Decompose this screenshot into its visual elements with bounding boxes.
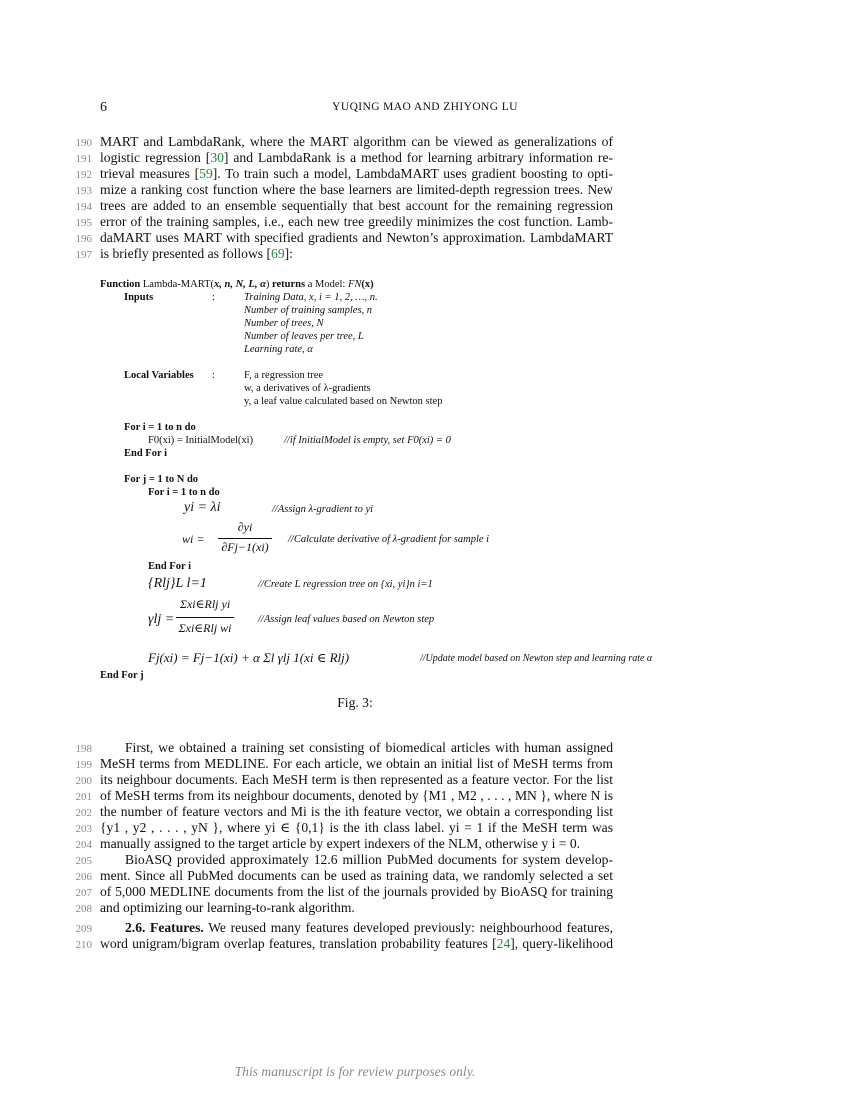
line-number: 199 — [75, 759, 92, 771]
assign-equation: yi = λi — [184, 500, 221, 515]
body-text-line: BioASQ provided approximately 12.6 million PubMed documents for system develop- — [125, 852, 613, 867]
end-for-i: End For i — [124, 448, 167, 459]
local-variables-label: Local Variables — [124, 370, 194, 381]
section-heading-line: 2.6. Features. We reused many features developed previously: neighbourhood features, — [125, 920, 613, 935]
section-heading: 2.6. Features. — [125, 920, 204, 935]
for-loop-i-inner: For i = 1 to n do — [148, 487, 220, 498]
init-comment: //if InitialModel is empty, set F0(xi) = 0 — [284, 435, 451, 446]
citation-link[interactable]: 24 — [496, 936, 511, 951]
line-number: 204 — [75, 839, 92, 851]
body-text-line: {y1 , y2 , . . . , yN }, where yi ∈ {0,1} is the ith class label. yi = 1 if the MeSH term was — [100, 820, 613, 835]
body-text-line: its neighbour documents. Each MeSH term is then represented as a feature vector. For the list — [100, 772, 613, 787]
line-number: 193 — [75, 185, 92, 197]
for-loop-i: For i = 1 to n do — [124, 422, 196, 433]
gamma-comment: //Assign leaf values based on Newton step — [258, 614, 435, 625]
line-number: 197 — [75, 249, 92, 261]
body-text-line: and optimizing our learning-to-rank algorithm. — [100, 900, 355, 915]
line-number: 207 — [75, 887, 92, 899]
local-variable-item: y, a leaf value calculated based on Newton step — [244, 396, 443, 407]
citation-link[interactable]: 30 — [210, 150, 224, 165]
line-number: 190 — [75, 137, 92, 149]
line-number: 195 — [75, 217, 92, 229]
colon: : — [212, 370, 215, 381]
derivative-denominator: ∂Fj−1(xi) — [221, 540, 269, 554]
line-number: 201 — [75, 791, 92, 803]
citation-link[interactable]: 69 — [271, 246, 285, 261]
body-text-line: of MeSH terms from its neighbour documents, denoted by {M1 , M2 , . . . , MN }, where N is — [100, 788, 613, 803]
line-number: 192 — [75, 169, 92, 181]
body-text-line: is briefly presented as follows [69]: — [100, 246, 293, 261]
body-text-line: the number of feature vectors and Mi is the ith feature vector, we obtain a corresponding list — [100, 804, 613, 819]
line-number: 191 — [75, 153, 92, 165]
input-item: Number of training samples, n — [244, 305, 373, 316]
body-text-line: ment. Since all PubMed documents can be used as training data, we randomly selected a set — [100, 868, 613, 883]
init-statement: F0(xi) = InitialModel(xi) — [148, 435, 254, 446]
gamma-numerator: Σxi∈Rlj yi — [179, 597, 231, 611]
assign-comment: //Assign λ-gradient to yi — [272, 504, 374, 515]
derivative-numerator: ∂yi — [237, 520, 253, 534]
tree-comment: //Create L regression tree on {xi, yi}n i=1 — [258, 579, 433, 590]
page-number: 6 — [100, 100, 107, 115]
update-equation: Fj(xi) = Fj−1(xi) + α Σl γlj 1(xi ∈ Rlj) — [148, 650, 350, 665]
body-text-line: daMART uses MART with specified gradients and Newton’s approximation. LambdaMART — [100, 230, 613, 245]
line-number: 200 — [75, 775, 92, 787]
line-number: 205 — [75, 855, 92, 867]
figure-caption: Fig. 3: — [337, 695, 373, 710]
line-number: 196 — [75, 233, 92, 245]
body-text-line: MeSH terms from MEDLINE. For each article, we obtain an initial list of MeSH terms from — [100, 756, 613, 771]
line-number: 203 — [75, 823, 92, 835]
running-head: YUQING MAO AND ZHIYONG LU — [332, 101, 518, 113]
body-text-line: trieval measures [59]. To train such a model, LambdaMART uses gradient boosting to opti- — [100, 166, 613, 181]
line-number: 202 — [75, 807, 92, 819]
derivative-comment: //Calculate derivative of λ-gradient for sample i — [288, 534, 490, 545]
end-for-j: End For j — [100, 670, 144, 681]
body-text-line: of 5,000 MEDLINE documents from the list of the journals provided by BioASQ for training — [100, 884, 613, 899]
for-loop-j: For j = 1 to N do — [124, 474, 199, 485]
body-text-line: manually assigned to the target article by expert indexers of the NLM, otherwise y i = 0. — [100, 836, 581, 851]
body-text-line: mize a ranking cost function where the base learners are limited-depth regression trees. New — [100, 182, 613, 197]
line-number: 210 — [75, 939, 92, 951]
gamma-denominator: Σxi∈Rlj wi — [178, 621, 232, 635]
input-item: Number of trees, N — [244, 318, 324, 329]
algorithm-signature: Function Lambda-MART(x, n, N, L, α) returns a Model: FN(x) — [100, 279, 374, 290]
tree-equation: {Rlj}L l=1 — [148, 576, 207, 591]
body-text-line: logistic regression [30] and LambdaRank is a method for learning arbitrary information re- — [100, 150, 614, 165]
body-text-line: word unigram/bigram overlap features, translation probability features [24], query-likelihood — [100, 936, 613, 951]
body-text-line: First, we obtained a training set consisting of biomedical articles with human assigned — [125, 740, 613, 755]
body-text-line: MART and LambdaRank, where the MART algorithm can be viewed as generalizations of — [100, 134, 613, 149]
update-comment: //Update model based on Newton step and learning rate α — [420, 653, 653, 664]
gamma-lhs: γlj = — [148, 612, 175, 627]
line-number: 198 — [75, 743, 92, 755]
input-item: Learning rate, α — [244, 344, 313, 355]
review-footer: This manuscript is for review purposes only. — [234, 1064, 476, 1079]
line-number: 206 — [75, 871, 92, 883]
input-item: Training Data, x, i = 1, 2, …, n. — [244, 292, 378, 303]
body-text-line: error of the training samples, i.e., each new tree greedily minimizes the cost function. Lamb- — [100, 214, 613, 229]
citation-link[interactable]: 59 — [199, 166, 213, 181]
inputs-label: Inputs — [124, 292, 154, 303]
line-number: 209 — [75, 923, 92, 935]
colon: : — [212, 292, 215, 303]
fraction-bar — [176, 617, 234, 618]
local-variable-item: F, a regression tree — [244, 370, 324, 381]
line-number: 208 — [75, 903, 92, 915]
local-variable-item: w, a derivatives of λ-gradients — [244, 383, 371, 394]
line-number: 194 — [75, 201, 92, 213]
end-for-i-inner: End For i — [148, 561, 191, 572]
body-text-line: trees are added to an ensemble sequentially that best account for the remaining regression — [100, 198, 613, 213]
fraction-bar — [218, 538, 272, 539]
derivative-lhs: wi = — [182, 532, 205, 546]
input-item: Number of leaves per tree, L — [244, 331, 364, 342]
